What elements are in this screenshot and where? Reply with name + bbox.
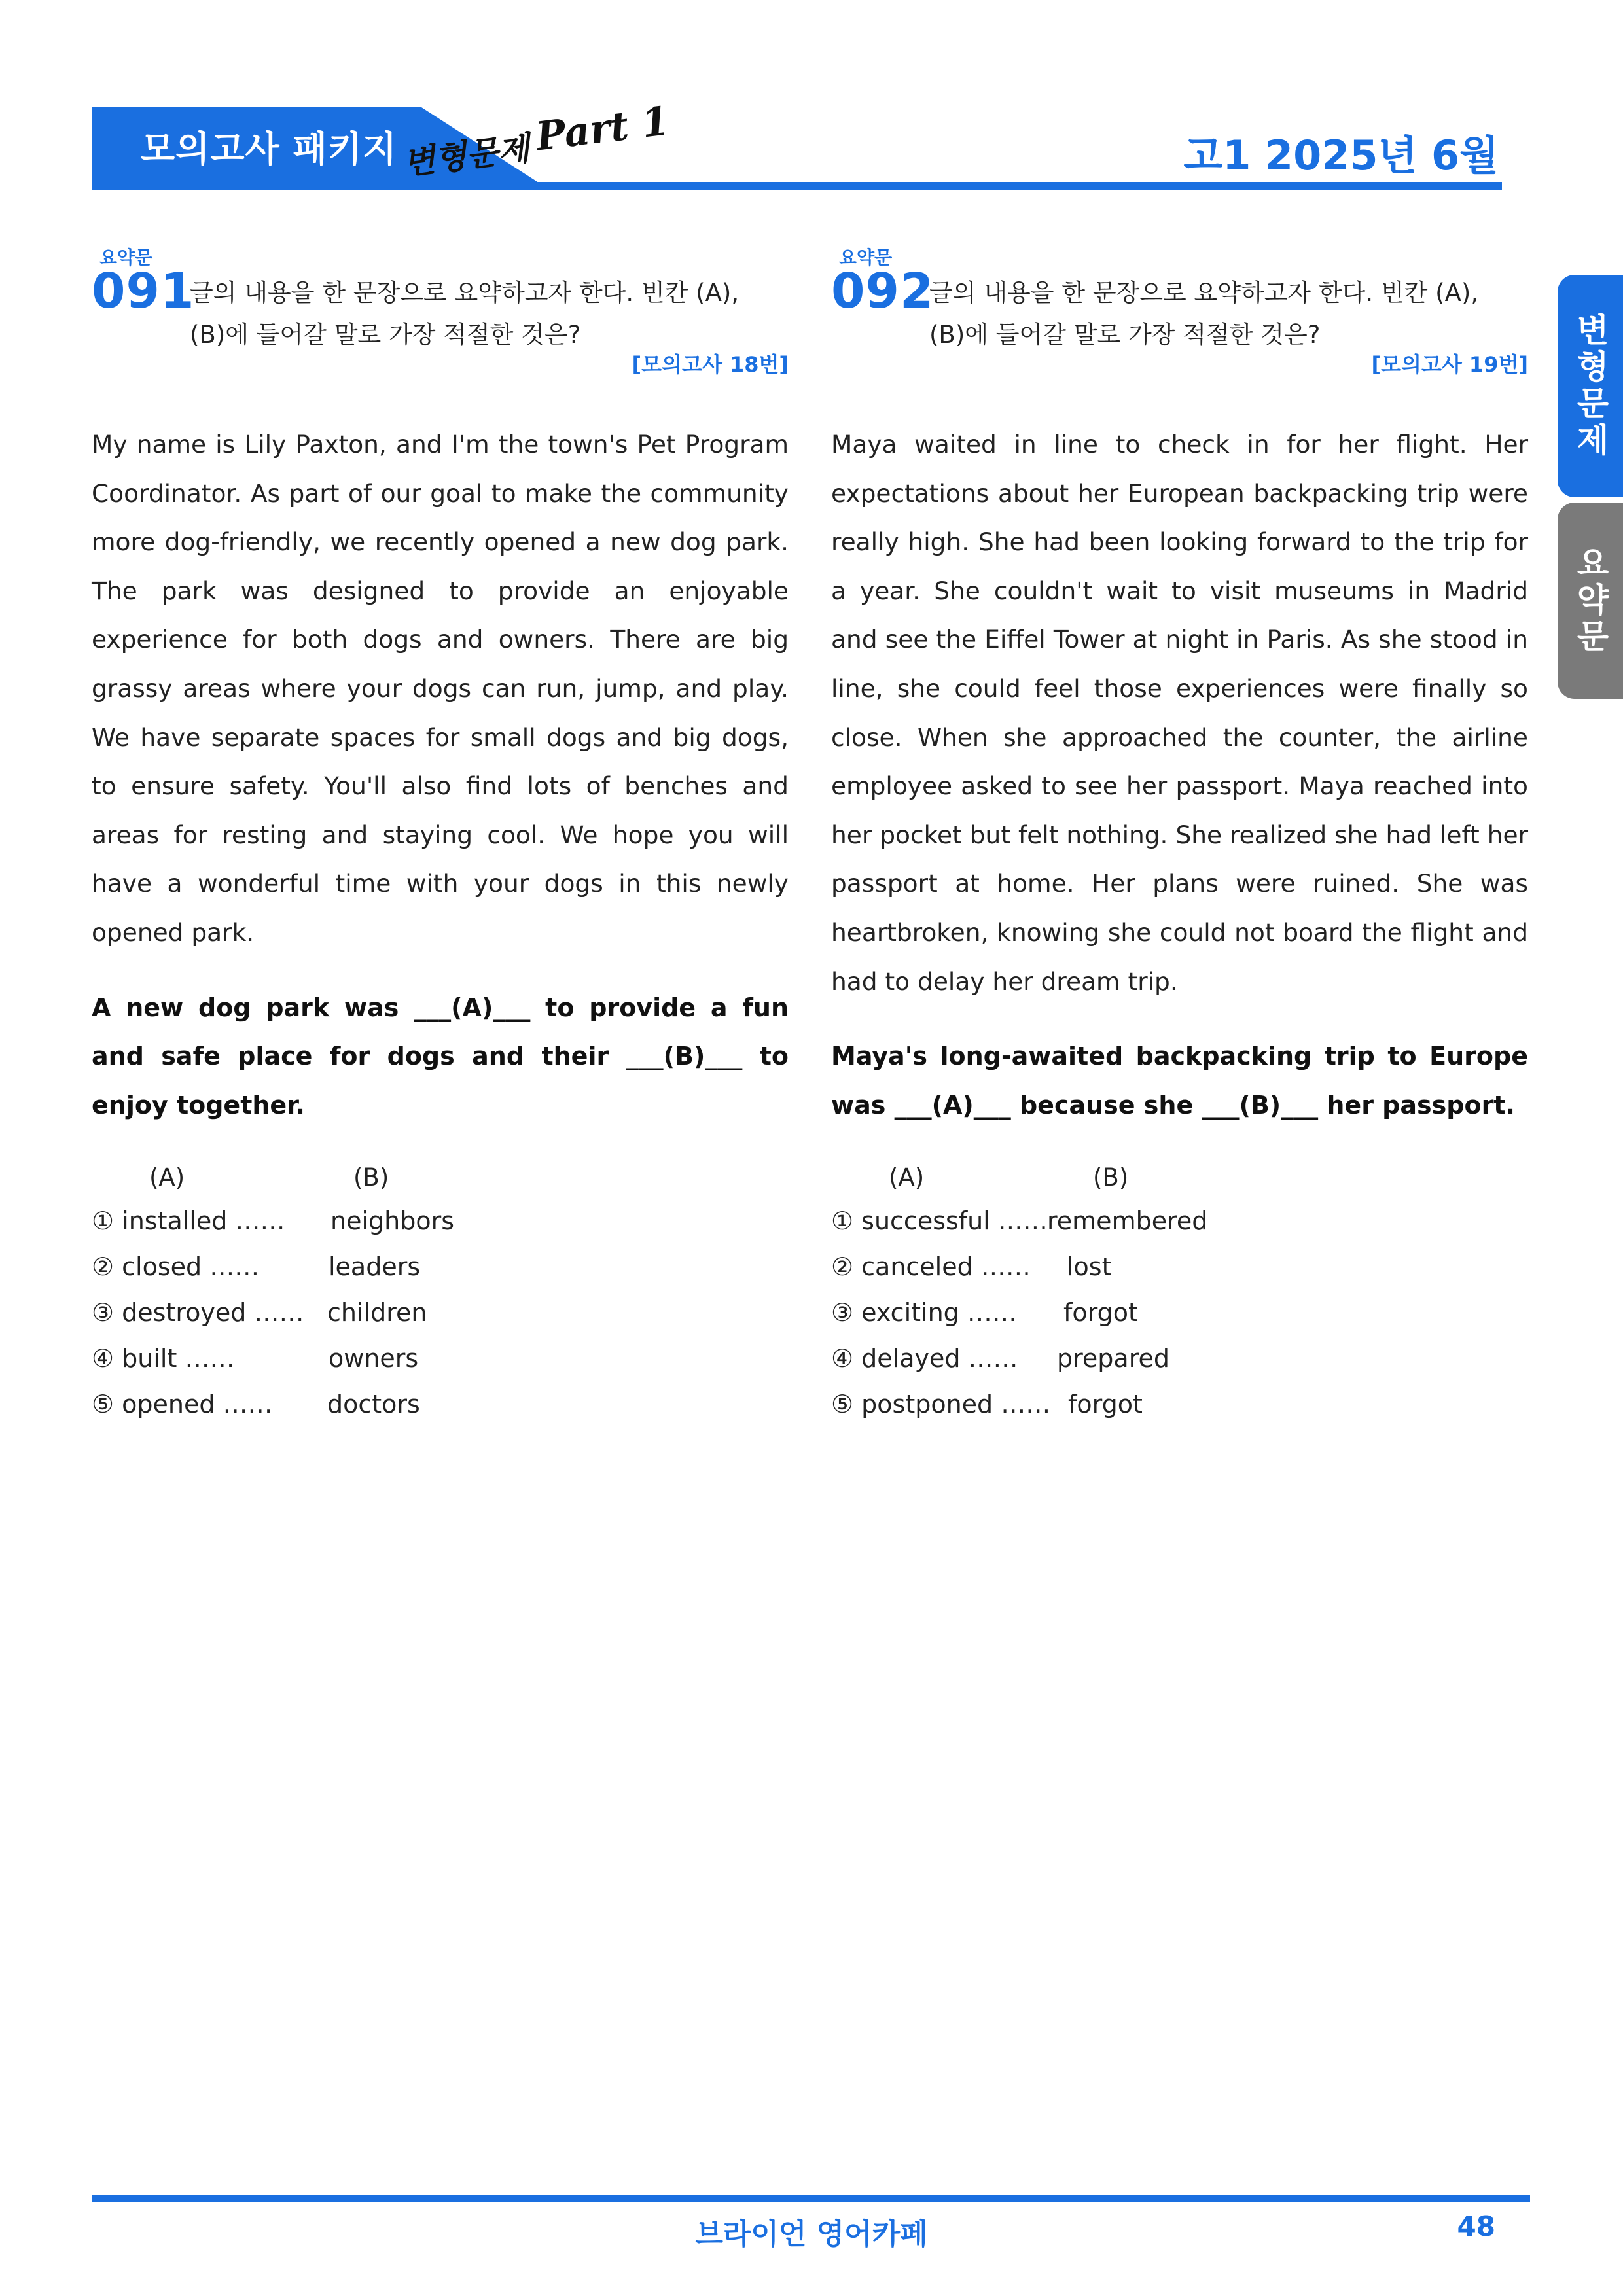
option-5[interactable] — [92, 1390, 789, 1436]
header-subtitle: 변형문제 — [401, 128, 532, 183]
option-4[interactable] — [92, 1344, 789, 1390]
option-a: ③ destroyed …… — [92, 1298, 304, 1328]
question-number: 092 — [831, 263, 935, 319]
header-title: 모의고사 패키지 — [141, 128, 397, 169]
page-number: 48 — [1457, 2210, 1495, 2242]
option-b: neighbors — [330, 1207, 455, 1236]
option-b: children — [327, 1298, 427, 1328]
footer-rule — [92, 2195, 1530, 2202]
question-number: 091 — [92, 263, 195, 319]
option-1[interactable] — [831, 1207, 1528, 1252]
option-b: remembered — [1047, 1207, 1208, 1236]
option-a: ② closed …… — [92, 1252, 260, 1282]
option-a: ① successful …… — [831, 1207, 1048, 1236]
question-instruction — [190, 272, 779, 356]
summary-sentence: A new dog park was ___(A)___ to provide a fun and safe place for dogs and their ___(B)___ to enjoy together. — [92, 993, 789, 1120]
question-091 — [92, 243, 789, 1436]
instruction-line-1: 글의 내용을 한 문장으로 요약하고자 한다. 빈칸 (A), — [929, 279, 1479, 307]
option-3[interactable] — [92, 1298, 789, 1344]
header-rule — [92, 182, 1502, 190]
options-col-b: (B) — [1093, 1163, 1129, 1192]
option-b: owners — [329, 1344, 419, 1373]
option-a: ③ exciting …… — [831, 1298, 1017, 1328]
option-4[interactable] — [831, 1344, 1528, 1390]
option-a: ④ delayed …… — [831, 1344, 1018, 1373]
question-header — [92, 263, 789, 349]
option-2[interactable] — [831, 1252, 1528, 1298]
option-1[interactable] — [92, 1207, 789, 1252]
option-a: ⑤ opened …… — [92, 1390, 273, 1419]
option-3[interactable] — [831, 1298, 1528, 1344]
option-b: leaders — [329, 1252, 421, 1282]
options-header — [831, 1163, 1528, 1207]
question-tag: 요약문 — [839, 247, 893, 268]
header-part: Part 1 — [533, 98, 672, 160]
question-source: [모의고사 19번] — [1371, 352, 1528, 377]
option-b: doctors — [327, 1390, 420, 1419]
option-a: ② canceled …… — [831, 1252, 1031, 1282]
options-header — [92, 1163, 789, 1207]
option-b: forgot — [1068, 1390, 1143, 1419]
passage-text: My name is Lily Paxton, and I'm the town's Pet Program Coordinator. As part of our goal to make the community more dog-friendly, we recently opened a new dog park. The park was designed to provide an enjoyable experience for both dogs and owners. There are big grassy areas where your dogs can run, jump, and play. We have separate spaces for small dogs and big dogs, to ensure safety. You'll also find lots of benches and areas for resting and staying cool. We hope you will have a wonderful time with your dogs in this newly opened park. — [92, 430, 789, 947]
instruction-line-2: (B)에 들어갈 말로 가장 적절한 것은? — [190, 321, 581, 349]
question-092 — [831, 243, 1528, 1436]
passage-text: Maya waited in line to check in for her flight. Her expectations about her European backpacking trip were really high. She had been looking forward to the trip for a year. She couldn't wait to visit museums in Madrid and see the Eiffel Tower at night in Paris. As she stood in line, she could feel those experiences were finally so close. When she approached the counter, the airline employee asked to see her passport. Maya reached into her pocket but felt nothing. She realized she had left her passport at home. Her plans were ruined. She was heartbroken, knowing she could not board the flight and had to delay her dream trip. — [831, 430, 1528, 996]
question-tag: 요약문 — [99, 247, 153, 268]
instruction-line-1: 글의 내용을 한 문장으로 요약하고자 한다. 빈칸 (A), — [190, 279, 740, 307]
summary-sentence: Maya's long-awaited backpacking trip to Europe was ___(A)___ because she ___(B)___ her passport. — [831, 1042, 1528, 1120]
question-source: [모의고사 18번] — [632, 352, 789, 377]
header-exam-label: 고1 2025년 6월 — [1183, 132, 1499, 179]
option-b: forgot — [1063, 1298, 1138, 1328]
options-col-a: (A) — [149, 1163, 185, 1192]
option-a: ④ built …… — [92, 1344, 235, 1373]
option-2[interactable] — [92, 1252, 789, 1298]
question-header — [831, 263, 1528, 349]
option-a: ① installed …… — [92, 1207, 285, 1236]
footer-brand: 브라이언 영어카페 — [695, 2217, 928, 2251]
side-tab-variant[interactable]: 변형문제 — [1558, 275, 1623, 497]
options-col-a: (A) — [889, 1163, 925, 1192]
option-a: ⑤ postponed …… — [831, 1390, 1051, 1419]
question-instruction — [929, 272, 1518, 356]
option-b: lost — [1067, 1252, 1112, 1282]
options-col-b: (B) — [353, 1163, 389, 1192]
instruction-line-2: (B)에 들어갈 말로 가장 적절한 것은? — [929, 321, 1321, 349]
option-b: prepared — [1057, 1344, 1169, 1373]
option-5[interactable] — [831, 1390, 1528, 1436]
side-tab-summary[interactable]: 요약문 — [1558, 503, 1623, 699]
